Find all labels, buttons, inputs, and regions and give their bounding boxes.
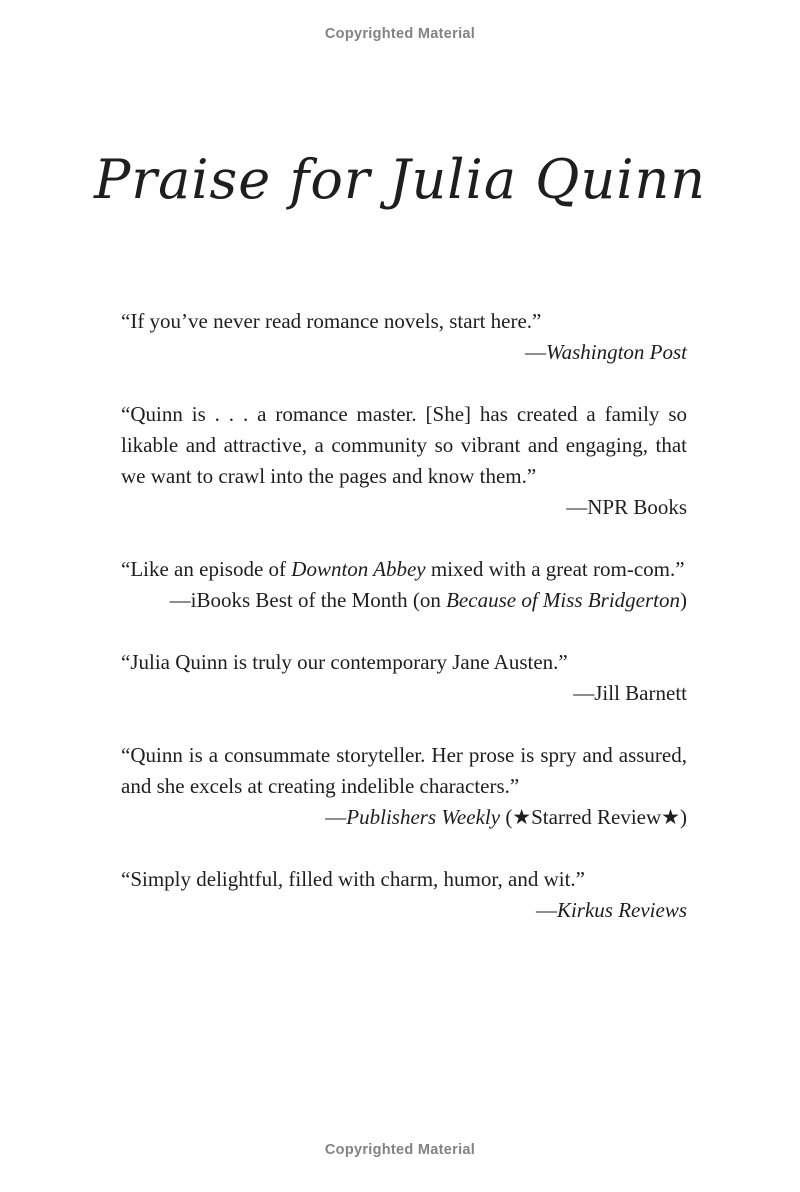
quote-block (121, 740, 687, 833)
quote-text: “Julia Quinn is truly our contemporary Jane Austen.” (121, 650, 568, 674)
quote-text: “Like an episode of Downton Abbey mixed with a great rom-com.” (121, 557, 685, 581)
praise-quotes-list (121, 306, 687, 957)
copyright-notice-bottom: Copyrighted Material (324, 1142, 476, 1158)
quote-attribution: —Jill Barnett (573, 681, 687, 705)
quote-text: “Simply delightful, filled with charm, humor, and wit.” (121, 867, 585, 891)
copyright-notice-top: Copyrighted Material (324, 26, 476, 42)
quote-attribution: —Washington Post (525, 340, 687, 364)
quote-attribution: —NPR Books (566, 495, 687, 519)
quote-text: “Quinn is a consummate storyteller. Her prose is spry and assured, and she excels at creating indelible characters.” (121, 743, 687, 798)
quote-block (121, 647, 687, 709)
quote-text: “Quinn is . . . a romance master. [She] has created a family so likable and attractive, a community so vibrant and engaging, that we want to crawl into the pages and know them.” (121, 402, 687, 488)
quote-block (121, 399, 687, 523)
quote-block (121, 864, 687, 926)
page-title: Praise for Julia Quinn (93, 148, 707, 211)
quote-attribution: —iBooks Best of the Month (on Because of Miss Bridgerton) (169, 588, 687, 612)
quote-block (121, 306, 687, 368)
quote-block (121, 554, 687, 616)
quote-attribution: —Kirkus Reviews (535, 898, 687, 922)
quote-text: “If you’ve never read romance novels, start here.” (121, 309, 542, 333)
quote-attribution: —Publishers Weekly (★Starred Review★) (325, 805, 687, 829)
